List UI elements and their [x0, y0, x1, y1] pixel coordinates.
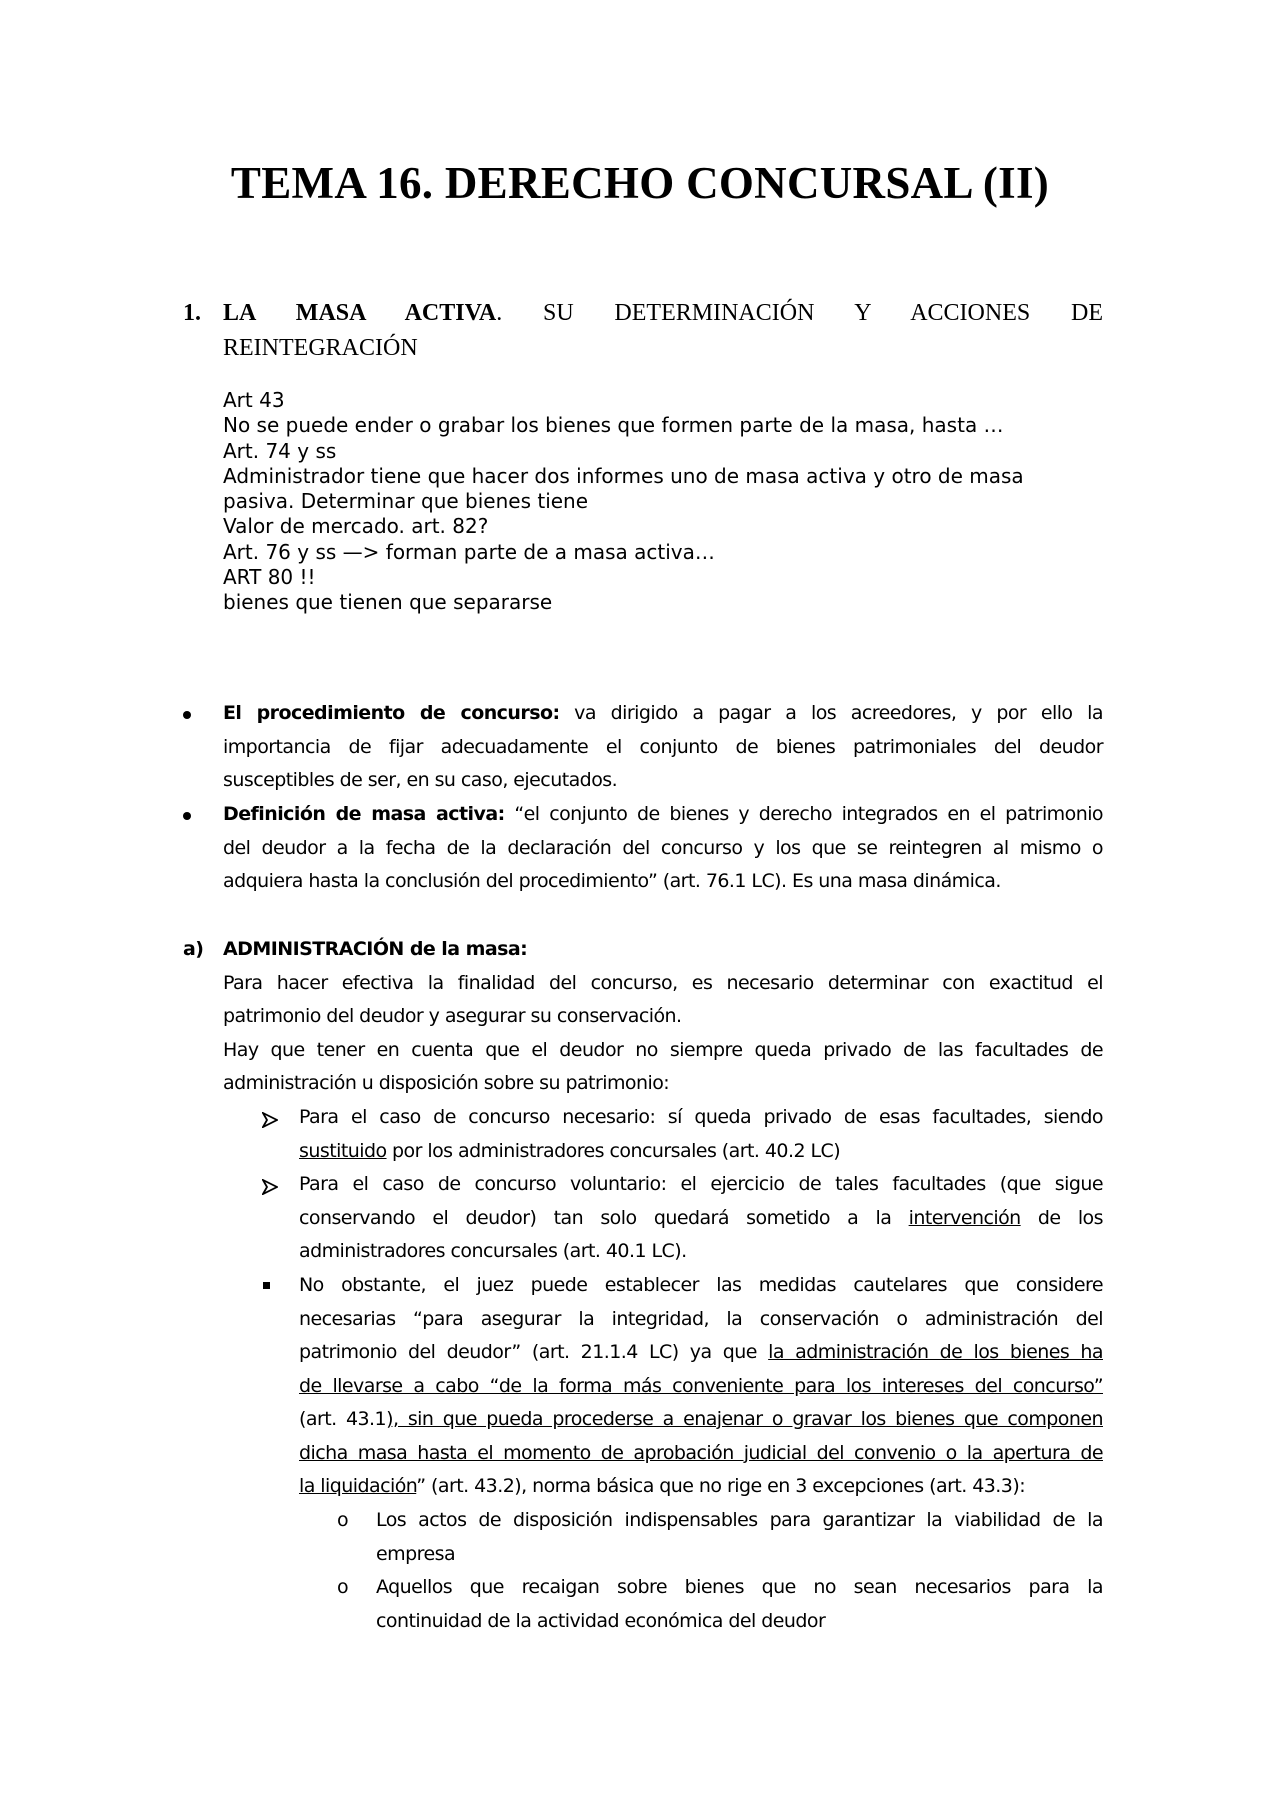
sub-item-bienes-no-necesarios	[376, 1571, 1103, 1638]
section-1-heading-rest: . SU DETERMINACIÓN Y ACCIONES DE	[496, 300, 1103, 326]
bullet-dot-icon	[183, 711, 191, 719]
text-span: (art. 43.1	[299, 1408, 387, 1430]
section-a-heading-text: ADMINISTRACIÓN de la masa:	[223, 938, 528, 960]
bullet-paragraph-procedimiento	[223, 697, 1103, 798]
paragraph-line	[223, 798, 1103, 832]
section-1-heading-line-1	[223, 296, 1103, 331]
paragraph-line	[299, 1336, 1103, 1370]
bullet-paragraph-definicion	[223, 798, 1103, 899]
paragraph-line: No obstante, el juez puede establecer las medidas cautelares que considere	[299, 1274, 1103, 1296]
paragraph-line: Para el caso de concurso voluntario: el ejercicio de tales facultades (que sigue	[299, 1173, 1103, 1195]
underlined-text: ), sin que pueda procederse a enajenar o gravar los bienes que componen	[386, 1408, 1103, 1430]
paragraph-line	[299, 1403, 1103, 1437]
paragraph-line: Para el caso de concurso necesario: sí queda privado de esas facultades, siendo	[299, 1106, 1103, 1128]
underlined-text: la liquidación	[299, 1475, 417, 1497]
note-line: No se puede ender o grabar los bienes que formen parte de la masa, hasta …	[223, 413, 1004, 438]
paragraph-line: dicha masa hasta el momento de aprobación judicial del convenio o la apertura de	[299, 1441, 1103, 1464]
arrow-item-concurso-necesario	[299, 1101, 1103, 1168]
note-line: Art. 74 y ss	[223, 438, 337, 463]
note-line: Art. 76 y ss —> forman parte de a masa activa…	[223, 539, 715, 564]
paragraph-line	[299, 1470, 1103, 1504]
underlined-text: sustituido	[299, 1139, 387, 1162]
paragraph-line: administradores concursales (art. 40.1 LC).	[299, 1240, 687, 1262]
arrow-item-concurso-voluntario	[299, 1168, 1103, 1269]
page-title: TEMA 16. DERECHO CONCURSAL (II)	[230, 158, 1050, 208]
paragraph-line: susceptibles de ser, en su caso, ejecutados.	[223, 769, 618, 791]
handwritten-notes	[223, 388, 1103, 616]
note-line: Administrador tiene que hacer dos informes uno de masa activa y otro de masa	[223, 463, 1024, 488]
text-span: patrimonio del deudor” (art. 21.1.4 LC) ya que	[299, 1341, 769, 1363]
circle-bullet-icon: o	[337, 1509, 349, 1531]
paragraph-line: empresa	[376, 1542, 456, 1565]
section-a-content	[223, 933, 1103, 1101]
note-line: ART 80 !!	[223, 565, 316, 590]
text-span: “el conjunto de bienes y derecho integrados en el patrimonio	[504, 803, 1103, 825]
paragraph-line: adquiera hasta la conclusión del procedimiento” (art. 76.1 LC). Es una masa dinámica.	[223, 870, 1001, 892]
note-line: Art 43	[223, 388, 285, 412]
paragraph-line	[299, 1202, 1103, 1236]
section-1-number: 1.	[183, 300, 201, 326]
note-line: bienes que tienen que separarse	[223, 590, 553, 615]
paragraph-line: continuidad de la actividad económica del deudor	[376, 1609, 826, 1632]
arrowhead-bullet-icon	[262, 1179, 278, 1195]
paragraph-line: importancia de fijar adecuadamente el conjunto de bienes patrimoniales del deudor	[223, 735, 1103, 758]
paragraph-line: del deudor a la fecha de la declaración del concurso y los que se reintegren al mismo o	[223, 836, 1103, 859]
section-1-heading-line-2: REINTEGRACIÓN	[223, 335, 418, 361]
arrowhead-bullet-icon	[262, 1112, 278, 1128]
bullet-dot-icon	[183, 812, 191, 820]
paragraph-line: necesarias “para asegurar la integridad, la conservación o administración del	[299, 1307, 1103, 1330]
bullet-bold-label: El procedimiento de concurso:	[223, 702, 560, 724]
paragraph-line	[299, 1135, 1103, 1169]
note-line: pasiva. Determinar que bienes tiene	[223, 489, 589, 514]
paragraph-line: Aquellos que recaigan sobre bienes que no sean necesarios para la	[376, 1576, 1103, 1598]
section-a-heading	[223, 933, 1103, 967]
note-line: Valor de mercado. art. 82?	[223, 514, 489, 539]
paragraph-line: Hay que tener en cuenta que el deudor no siempre queda privado de las facultades de	[223, 1038, 1103, 1061]
text-span: conservando el deudor) tan solo quedará sometido a la	[299, 1206, 909, 1229]
paragraph-line	[223, 697, 1103, 731]
circle-bullet-icon: o	[337, 1576, 349, 1598]
bullet-bold-label: Definición de masa activa:	[223, 803, 505, 825]
text-span: por los administradores concursales (art. 40.2 LC)	[386, 1139, 841, 1162]
text-span: ” (art. 43.2), norma básica que no rige en 3 excepciones (art. 43.3):	[416, 1475, 1026, 1497]
paragraph-line: patrimonio del deudor y asegurar su conservación.	[223, 1005, 682, 1027]
paragraph-line: administración u disposición sobre su patrimonio:	[223, 1072, 670, 1094]
paragraph-line: Los actos de disposición indispensables para garantizar la viabilidad de la	[376, 1509, 1103, 1531]
paragraph-line: Para hacer efectiva la finalidad del concurso, es necesario determinar con exactitud el	[223, 971, 1103, 994]
paragraph-line: de llevarse a cabo “de la forma más conveniente para los intereses del concurso”	[299, 1374, 1103, 1397]
text-span: de los	[1020, 1206, 1103, 1229]
square-bullet-icon	[263, 1282, 270, 1289]
underlined-text: intervención	[908, 1206, 1021, 1229]
section-a-marker: a)	[183, 938, 204, 960]
square-item-no-obstante	[299, 1269, 1103, 1504]
text-span: va dirigido a pagar a los acreedores, y por ello la	[559, 702, 1103, 724]
section-1-heading-bold: LA MASA ACTIVA	[223, 300, 497, 326]
underlined-text: la administración de los bienes ha	[768, 1341, 1103, 1363]
sub-item-actos-disposicion	[376, 1504, 1103, 1571]
